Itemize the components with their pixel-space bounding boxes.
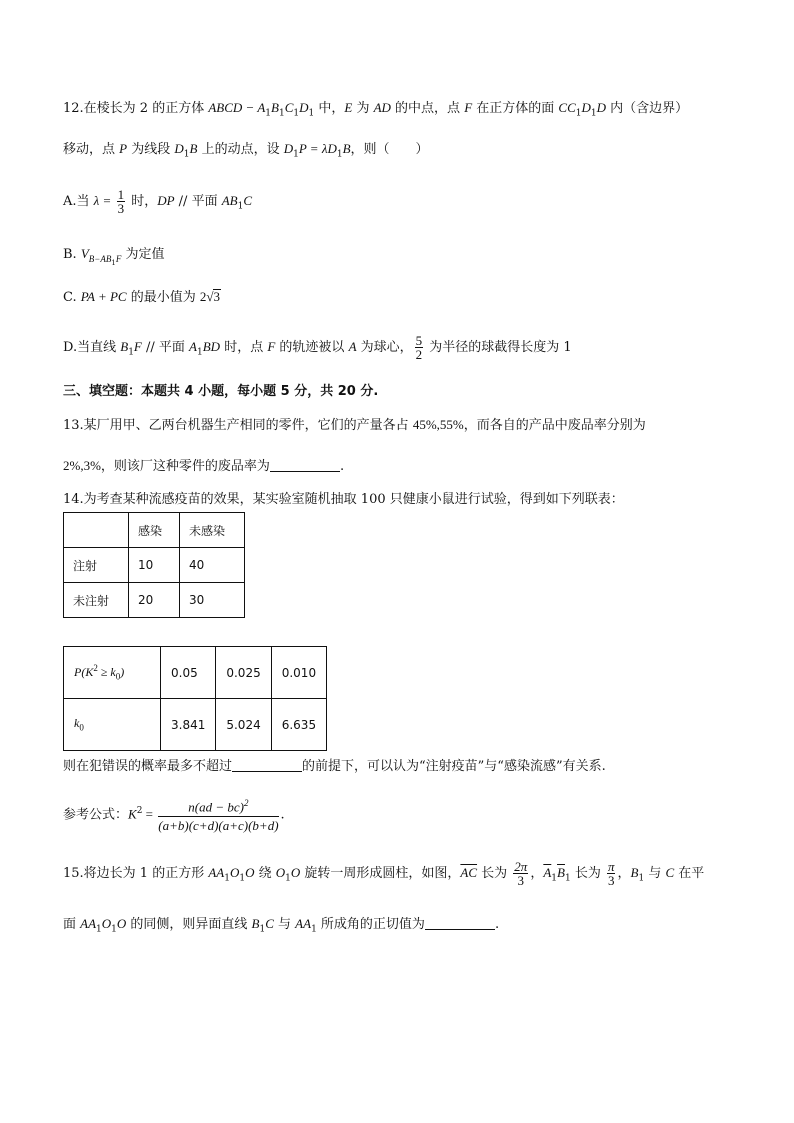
table-row: $k_0$ 3.841 5.024 6.635: [64, 699, 327, 751]
critical-value-table: [63, 646, 327, 751]
section3-heading: 三、填空题：本题共 4 小题，每小题 5 分，共 20 分.: [63, 384, 379, 399]
fraction-one-third: $\frac{1}{3}$: [117, 187, 125, 216]
q12-option-d: D.当直线 $B_1F$ // 平面 $A_1BD$ 时，点 F 的轨迹被以 A 为球心， $\frac{5}{2}$ 为半径的球截得长度为 1: [63, 333, 572, 362]
q12-line1: 12.在棱长为 2 的正方体 ABCD − $A_1B_1C_1D_1$ 中，E 为 AD 的中点，点 F 在正方体的面 $CC_1D_1D$ 内（含边界）: [63, 100, 689, 119]
q12-option-c: C. PA + PC 的最小值为 2√3: [63, 289, 221, 305]
q12-line2: 移动，点 P 为线段 $D_1B$ 上的动点，设 $D_1P = \lambda D_1B$，则（ ）: [63, 141, 429, 160]
k0-label: $k_0$: [64, 699, 161, 751]
fraction-two-pi-thirds: $\frac{2\pi}{3}$: [514, 859, 528, 888]
q15-line1: 15.将边长为 1 的正方形 $AA_1O_1O$ 绕 $O_1O$ 旋转一周形成圆柱，如图，$\overline{AC}$ 长为 $\frac{2\pi}{3}$ ，$\overline{A}_1\overline{B}_1$ 长为 $\frac{\pi}{3}$ ，$B_1$ 与 C 在平: [63, 859, 705, 888]
fraction-pi-thirds: $\frac{\pi}{3}$: [607, 859, 615, 888]
answer-blank[interactable]: [232, 759, 302, 772]
table-row: 感染 未感染: [64, 513, 245, 548]
q12-option-a: A.当 λ = $\frac{1}{3}$ 时，DP // 平面 $AB_1C$: [63, 187, 253, 216]
table-row: $P(K^2 \ge k_0)$ 0.05 0.025 0.010: [64, 647, 327, 699]
fraction-five-halves: $\frac{5}{2}$: [415, 333, 423, 362]
table-row: 未注射 20 30: [64, 583, 245, 618]
q12-option-b: B. $V_{B-AB_1F}$ 为定值: [63, 246, 165, 267]
answer-blank[interactable]: [425, 917, 495, 930]
probability-label: $P(K^2 \ge k_0)$: [64, 647, 161, 699]
answer-blank[interactable]: [270, 459, 340, 472]
q15-line2: 面 $AA_1O_1O$ 的同侧，则异面直线 $B_1C$ 与 $AA_1$ 所成角的正切值为 .: [63, 916, 500, 935]
q13-line2: 2%,3%，则该厂这种零件的废品率为 .: [63, 458, 345, 474]
q14-conclusion: 则在犯错误的概率最多不超过 的前提下，可以认为“注射疫苗”与“感染流感”有关系.: [63, 759, 606, 774]
contingency-table: [63, 512, 245, 618]
table-row: 注射 10 40: [64, 548, 245, 583]
sqrt-icon: √: [206, 289, 214, 304]
q14-intro: 14.为考查某种流感疫苗的效果，某实验室随机抽取 100 只健康小鼠进行试验，得到如下列联表：: [63, 492, 624, 507]
q14-formula: 参考公式：$K^2$ = $\frac{n(ad - bc)^2}{(a+b)(c+d)(a+c)(b+d)}$ .: [63, 791, 285, 835]
chi-square-fraction: $\frac{n(ad - bc)^2}{(a+b)(c+d)(a+c)(b+d)}$: [158, 794, 278, 835]
q13-line1: 13.某厂用甲、乙两台机器生产相同的零件，它们的产量各占 45%,55%，而各自的产品中废品率分别为: [63, 417, 646, 433]
